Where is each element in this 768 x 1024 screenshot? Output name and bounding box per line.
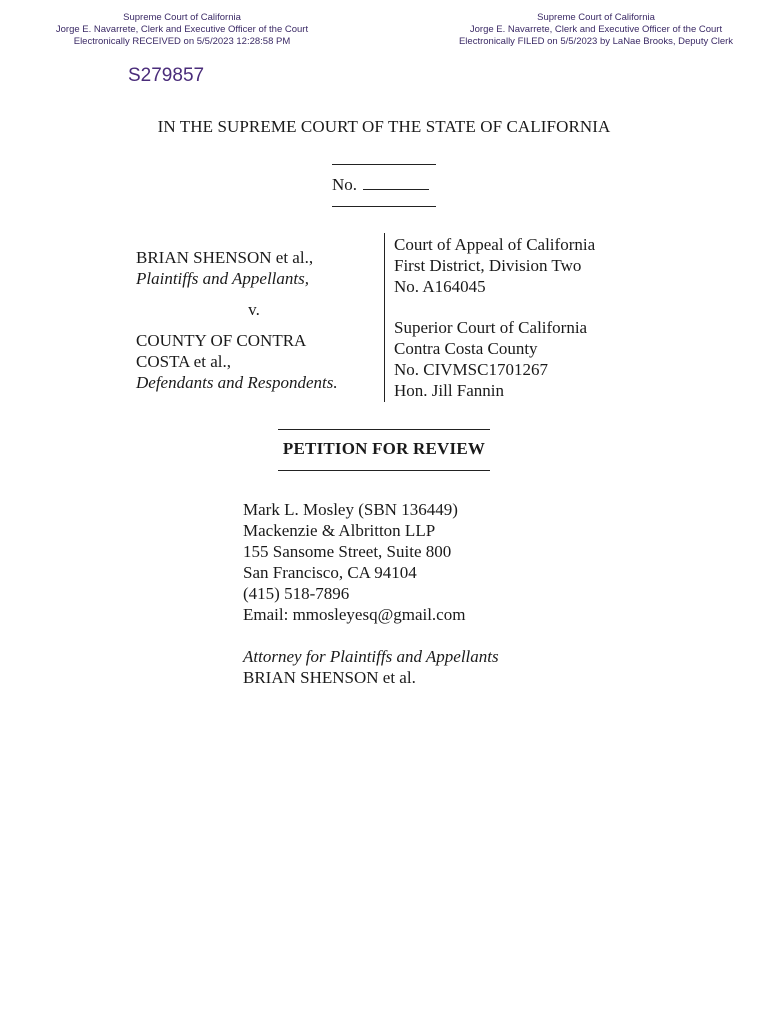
- received-stamp: [46, 12, 318, 48]
- counsel-gap: [243, 625, 499, 646]
- respondent-name-line2: COSTA et al.,: [136, 352, 231, 371]
- counsel-name: Mark L. Mosley (SBN 136449): [243, 500, 458, 519]
- respondent-name-line1: COUNTY OF CONTRA: [136, 331, 307, 350]
- trial-court: Superior Court of California: [394, 318, 588, 337]
- counsel-email: Email: mmosleyesq@gmail.com: [243, 605, 466, 624]
- caption-courts: [394, 234, 595, 401]
- court-heading: IN THE SUPREME COURT OF THE STATE OF CALIFORNIA: [157, 117, 611, 136]
- petition-title: PETITION FOR REVIEW: [282, 439, 486, 458]
- petition-rule-top: [278, 429, 490, 430]
- appeal-number: No. A164045: [394, 277, 486, 296]
- petition-rule-bottom: [278, 470, 490, 471]
- counsel-phone: (415) 518-7896: [243, 584, 350, 603]
- trial-number: No. CIVMSC1701267: [394, 360, 548, 379]
- appellant-name: BRIAN SHENSON et al.,: [136, 248, 314, 267]
- counsel-firm: Mackenzie & Albritton LLP: [243, 521, 436, 540]
- received-stamp-court: Supreme Court of California: [123, 12, 241, 23]
- appeal-division: First District, Division Two: [394, 256, 582, 275]
- caption-gap: [394, 297, 595, 317]
- docket-number-line: [332, 175, 429, 195]
- docket-blank: [363, 176, 429, 190]
- filed-stamp: [450, 12, 742, 48]
- case-number: S279857: [128, 65, 205, 86]
- counsel-city: San Francisco, CA 94104: [243, 563, 417, 582]
- filed-stamp-date: Electronically FILED on 5/5/2023 by LaNae Brooks, Deputy Clerk: [458, 36, 734, 47]
- caption-divider: [384, 233, 385, 402]
- counsel-client: BRIAN SHENSON et al.: [243, 668, 416, 687]
- caption-parties: [136, 247, 376, 393]
- counsel-role: Attorney for Plaintiffs and Appellants: [243, 647, 499, 666]
- docket-label: No.: [332, 175, 358, 194]
- trial-county: Contra Costa County: [394, 339, 538, 358]
- received-stamp-date: Electronically RECEIVED on 5/5/2023 12:28:58 PM: [73, 36, 291, 47]
- appellant-role: Plaintiffs and Appellants,: [136, 269, 309, 288]
- respondent-role: Defendants and Respondents.: [136, 373, 338, 392]
- trial-judge: Hon. Jill Fannin: [394, 381, 505, 400]
- appeal-court: Court of Appeal of California: [394, 235, 596, 254]
- counsel-street: 155 Sansome Street, Suite 800: [243, 542, 452, 561]
- docket-rule-bottom: [332, 206, 436, 207]
- docket-rule-top: [332, 164, 436, 165]
- received-stamp-clerk: Jorge E. Navarrete, Clerk and Executive Officer of the Court: [55, 24, 309, 35]
- counsel-block: [243, 499, 499, 688]
- filed-stamp-clerk: Jorge E. Navarrete, Clerk and Executive Officer of the Court: [469, 24, 723, 35]
- versus: v.: [248, 300, 260, 319]
- filed-stamp-court: Supreme Court of California: [537, 12, 655, 23]
